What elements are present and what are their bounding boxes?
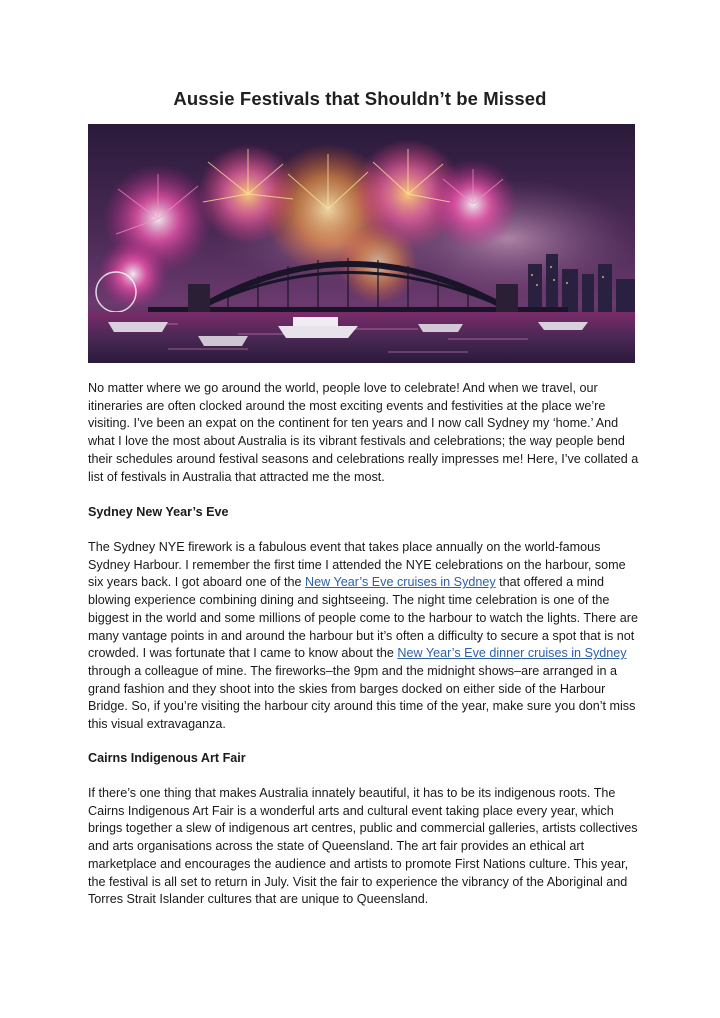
sydney-nye-text-part-2: that offered a mind blowing experience combining dining and sightseeing. The night time celebration is one of the biggest in the world and some millions of people come to the harbour to watch the lights. There are many vantage points in and around the harbour but it’s often a difficulty to secure a spot that is not crowded. I was fortunate that I came to know about the: [88, 575, 639, 661]
nye-cruises-link[interactable]: New Year’s Eve cruises in Sydney: [305, 575, 496, 590]
sydney-nye-text-part-1: The Sydney NYE firework is a fabulous event that takes place annually on the world-famous Sydney Harbour. I remember the first time I attended the NYE celebrations on the harbour, some six years back. I got aboard one of the: [88, 540, 626, 590]
cairns-art-fair-paragraph: [88, 785, 640, 909]
nye-dinner-cruises-link[interactable]: New Year’s Eve dinner cruises in Sydney: [397, 646, 627, 661]
section-heading-sydney-nye: Sydney New Year’s Eve: [88, 505, 229, 519]
hero-fireworks-photo: [88, 124, 635, 363]
sydney-nye-paragraph: [88, 539, 640, 734]
cairns-art-fair-text: If there’s one thing that makes Australia innately beautiful, it has to be its indigenous roots. The Cairns Indigenous Art Fair is a wonderful arts and cultural event taking place every year, which brings together a slew of indigenous art centres, public and commercial galleries, artists collectives and arts organisations across the state of Queensland. The art fair provides an ethical art marketplace and encourages the audience and artists to promote First Nations culture. This year, the festival is all set to return in July. Visit the fair to experience the vibrancy of the Aboriginal and Torres Strait Islander cultures that are unique to Queensland.: [88, 786, 638, 907]
intro-paragraph: [88, 380, 640, 486]
section-heading-cairns-art-fair: Cairns Indigenous Art Fair: [88, 751, 246, 765]
page-title: Aussie Festivals that Shouldn’t be Missed: [173, 88, 547, 109]
sydney-nye-text: [88, 539, 640, 734]
intro-text: No matter where we go around the world, people love to celebrate! And when we travel, our itineraries are often clocked around the most exciting events and festivities at the place we’re visiting. I’ve been an expat on the continent for ten years and I now call Sydney my ‘home.’ And what I love the most about Australia is its vibrant festivals and celebrations; the way people bend their schedules around festival seasons and celebrations really impresses me! Here, I’ve collated a list of festivals in Australia that attracted me the most.: [88, 381, 639, 484]
sydney-nye-text-part-3: through a colleague of mine. The fireworks–the 9pm and the midnight shows–are arranged in a grand fashion and they shoot into the skies from barges docked on either side of the Harbour Bridge. So, if you’re visiting the harbour city around this time of the year, make sure you don’t miss this visual extravaganza.: [88, 663, 636, 732]
